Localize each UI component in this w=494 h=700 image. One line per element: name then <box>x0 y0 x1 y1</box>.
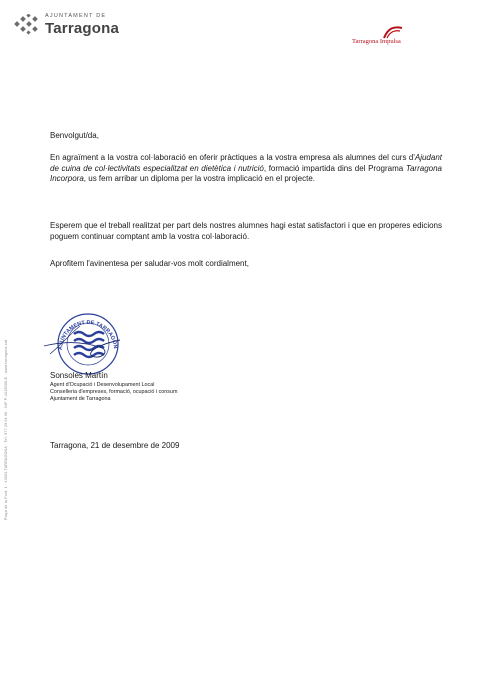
p1-text-a: En agraïment a la vostra col·laboració en oferir pràctiques a la vostra empresa als alumnes del curs d' <box>50 153 415 162</box>
course-name: Ajudant de cuina de col·lectivitats especialitzat en dietètica i nutrició <box>50 153 442 173</box>
signer-title-line: Agent d'Ocupació i Desenvolupament Local <box>50 382 155 388</box>
paragraph-3: Aprofitem l'avinentesa per saludar-vos molt cordialment, <box>50 259 249 268</box>
program-name: Tarragona Incorpora <box>50 163 442 183</box>
p1-text-c: , us fem arribar un diploma per la vostra implicació en el projecte. <box>83 174 316 183</box>
greeting: Benvolgut/da, <box>50 131 99 140</box>
paragraph-2: Esperem que el treball realitzat per part dels nostres alumnes hagi estat satisfactori i que en properes edicions poguem continuar comptant amb la vostra col·laboració. <box>50 221 442 241</box>
org-small-label: AJUNTAMENT DE <box>45 13 107 20</box>
side-address-text: Plaça de la Font, 1 · 43003 TARRAGONA · Tel. 977 29 61 00 · NIF P-4315000-E · www.tarragona.cat <box>4 339 8 520</box>
signer-title-block <box>50 382 177 403</box>
place-and-date: Tarragona, 21 de desembre de 2009 <box>50 441 180 450</box>
tarragona-impulsa-logo <box>352 26 428 52</box>
partner-name: Tarragona Impulsa <box>352 38 401 45</box>
p1-text-b: , formació impartida dins del Programa <box>263 163 406 173</box>
ajuntament-logo <box>14 14 119 36</box>
ajuntament-mark-icon <box>14 14 40 36</box>
signer-department-line: Conselleria d'empreses, formació, ocupació i consum <box>50 389 178 395</box>
signer-name: Sonsoles Martín <box>50 371 108 380</box>
paragraph-1 <box>50 153 442 185</box>
signer-organization-line: Ajuntament de Tarragona <box>50 396 111 402</box>
org-name: Tarragona <box>45 19 120 37</box>
stamp-text: AJUNTAMENT DE TARRAGON <box>57 319 119 351</box>
